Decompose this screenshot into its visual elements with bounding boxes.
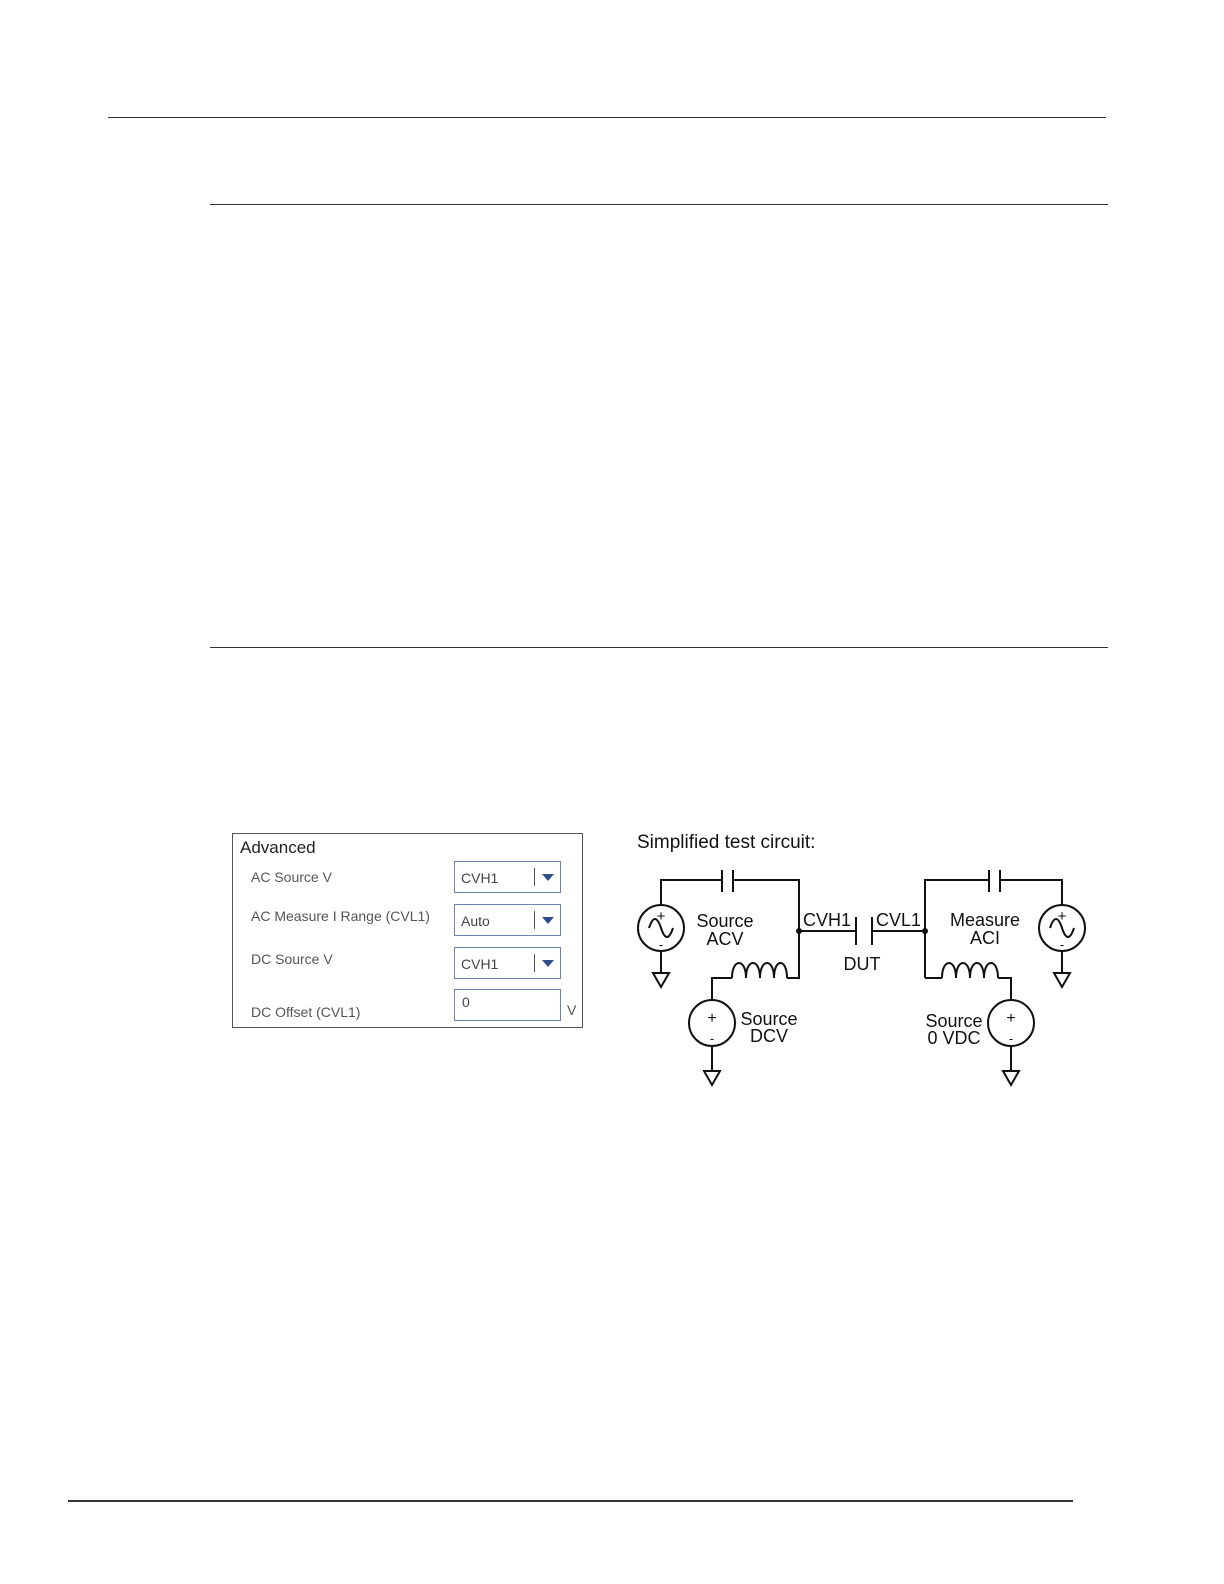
cvh1-label: CVH1 [803,910,852,930]
dut-label: DUT [843,954,881,974]
dc-source-v-label: DC Source V [251,951,333,967]
right-circuit-wires [872,870,1085,1085]
measure-aci-label: ACI [969,928,1001,948]
ac-measure-i-range-select[interactable] [454,904,561,936]
ac-source-v-label: AC Source V [251,869,332,885]
dropdown-separator [534,911,535,929]
footer-rule [68,1500,1073,1502]
plus-sign: + [656,908,666,925]
chevron-down-icon[interactable] [542,917,554,924]
source-dcv-label: Source [740,1009,798,1029]
minus-sign: - [709,1031,715,1046]
advanced-settings-panel [232,833,583,1028]
measure-aci-label: Measure [949,910,1021,930]
dropdown-separator [534,954,535,972]
ac-measure-i-range-value: Auto [461,913,490,929]
plus-sign: + [1057,908,1067,925]
panel-title: Advanced [240,838,316,857]
circuit-title: Simplified test circuit: [637,832,816,853]
source-dcv-label: DCV [749,1026,789,1046]
chevron-down-icon[interactable] [542,960,554,967]
plus-sign: + [1006,1010,1016,1027]
dc-source-v-select[interactable] [454,947,561,979]
source-0vdc-label: Source [925,1011,983,1031]
minus-sign: - [1008,1031,1014,1046]
node-dot [796,928,802,934]
source-acv-label: ACV [706,929,744,949]
source-acv-label: Source [696,911,754,931]
dc-offset-unit: V [567,1002,577,1018]
ac-source-v-select[interactable] [454,861,561,893]
dc-offset-input[interactable]: 0 [454,989,561,1021]
dc-source-v-value: CVH1 [461,956,499,972]
dc-offset-label: DC Offset (CVL1) [251,1004,361,1020]
source-0vdc-label: 0 VDC [927,1028,981,1048]
plus-sign: + [707,1010,717,1027]
ac-measure-i-range-label: AC Measure I Range (CVL1) [251,908,430,924]
left-circuit-wires [638,870,856,1085]
dropdown-separator [534,868,535,886]
section-rule [210,204,1108,205]
node-dot [922,928,928,934]
ac-source-v-value: CVH1 [461,870,499,886]
chevron-down-icon[interactable] [542,874,554,881]
header-rule [108,117,1106,118]
minus-sign: - [1059,937,1065,952]
section-rule [210,647,1108,648]
minus-sign: - [658,937,664,952]
cvl1-label: CVL1 [876,910,922,930]
test-circuit-diagram [630,825,1100,1095]
